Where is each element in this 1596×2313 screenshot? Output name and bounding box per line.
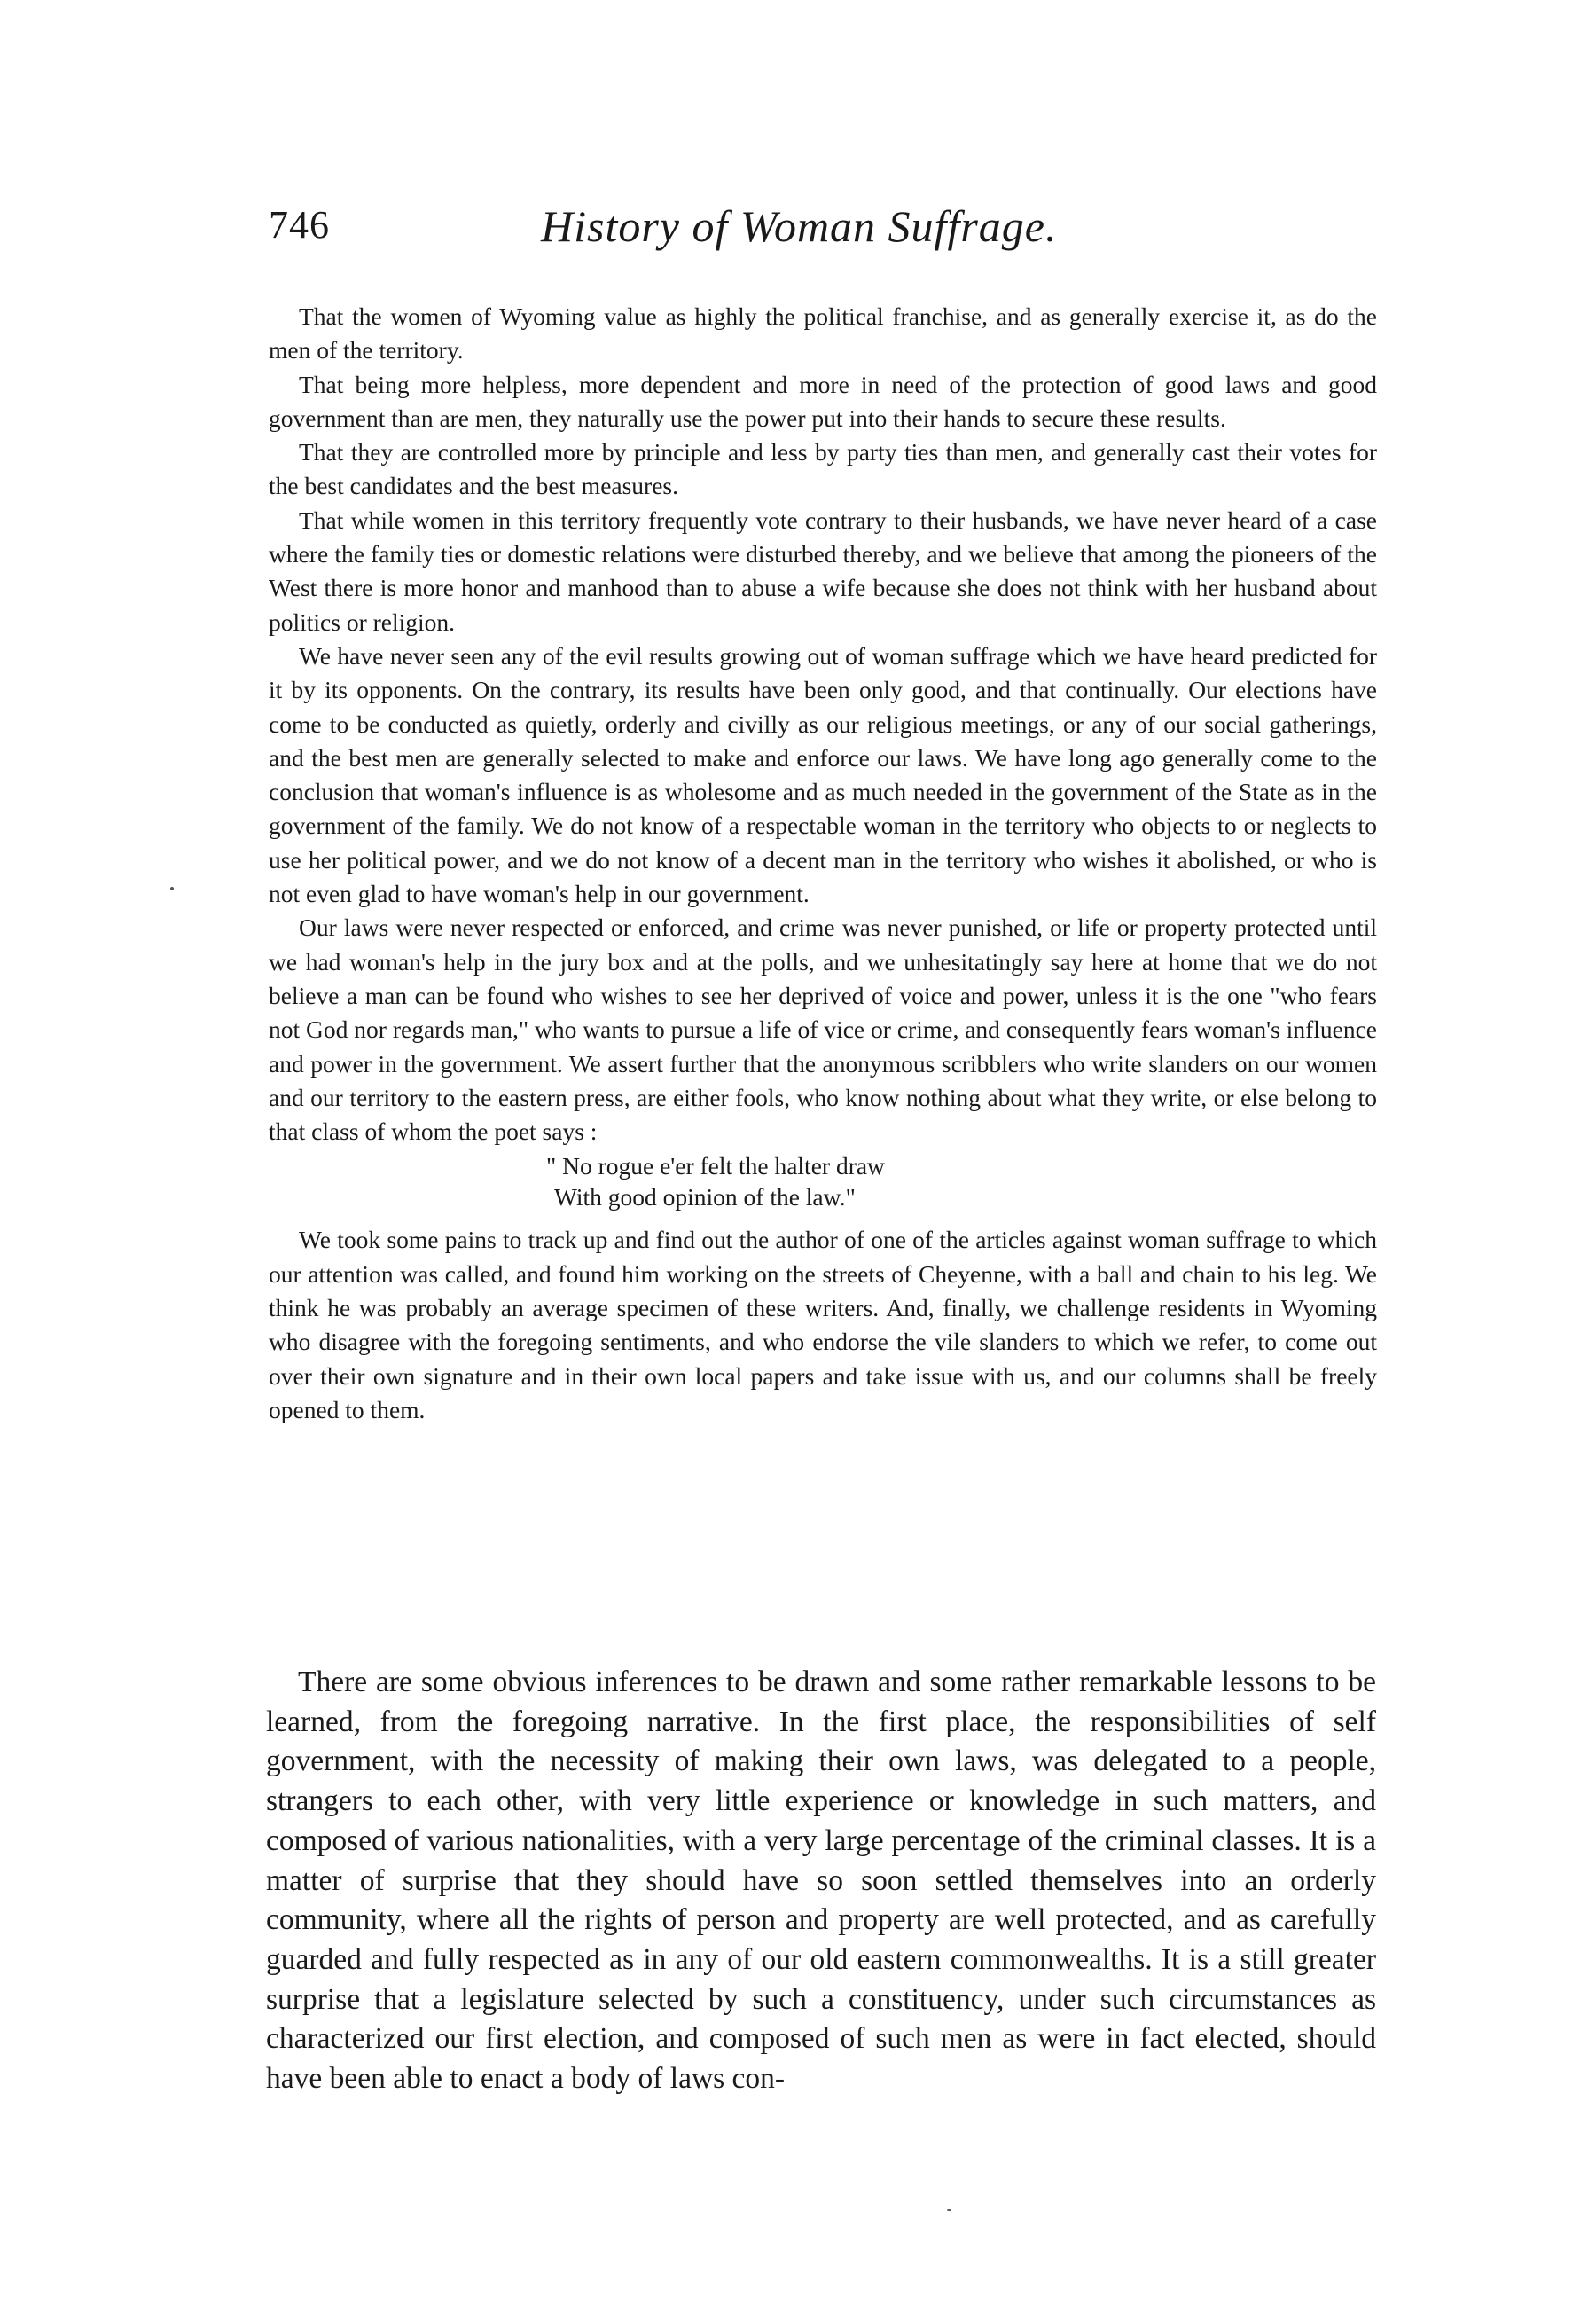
print-speck bbox=[170, 887, 174, 890]
body-paragraph: There are some obvious inferences to be drawn and some rather remarkable lessons to be learned, from the foregoing narrative. In the first place, the responsibilities of self government, with the necessity of making their own laws, was delegated to a people, strangers to each other, with very little experience or knowledge in such matters, and composed of various nationalities, with a very large percentage of the criminal classes. It is a matter of surprise that they should have so soon settled themselves into an orderly community, where all the rights of person and property are well protected, and as carefully guarded and fully respected as in any of our old eastern commonwealths. It is a still greater surprise that a legislature selected by such a constituency, under such circumstances as characterized our first election, and composed of such men as were in fact elected, should have been able to enact a body of laws con- bbox=[266, 1666, 1376, 2096]
verse-line: " No rogue e'er felt the halter draw bbox=[546, 1152, 885, 1180]
resolution-paragraph: We have never seen any of the evil results growing out of woman suffrage which we have heard predicted for it by its opponents. On the contrary, its results have been only good, and that continually. Our elections have come to be conducted as quietly, orderly and civilly as our religious meetings, or any of our social gatherings, and the best men are generally selected to make and enforce our laws. We have long ago generally come to the conclusion that woman's influence is as wholesome and as much needed in the government of the State as in the government of the family. We do not know of a respectable woman in the territory who objects to or neglects to use her political power, and we do not know of a decent man in the territory who wishes it abolished, or who is not even glad to have woman's help in our government. bbox=[269, 641, 1377, 908]
resolution-paragraph: That they are controlled more by principle and less by party ties than men, and generally cast their votes for the best candidates and the best measures. bbox=[269, 438, 1377, 500]
resolution-paragraph: Our laws were never respected or enforced, and crime was never punished, or life or property protected until we had woman's help in the jury box and at the polls, and we unhesitatingly say here at home that we do not believe a man can be found who wishes to see her deprived of voice and power, unless it is the one "who fears not God nor regards man," who wants to pursue a life of vice or crime, and consequently fears woman's influence and power in the government. We assert further that the anonymous scribblers who write slanders on our women and our territory to the eastern press, are either fools, who know nothing about what they write, or else belong to that class of whom the poet says : bbox=[269, 913, 1377, 1146]
resolution-paragraph: That the women of Wyoming value as highly the political franchise, and as generally exercise it, as do the men of the territory. bbox=[269, 302, 1377, 365]
poem-quotation bbox=[546, 1150, 1377, 1212]
resolution-paragraph: That while women in this territory frequently vote contrary to their husbands, we have never heard of a case where the family ties or domestic relations were disturbed thereby, and we believe that among the pioneers of the West there is more honor and manhood than to abuse a wife because she does not think with her husband about politics or religion. bbox=[269, 506, 1377, 636]
print-speck bbox=[947, 2209, 951, 2211]
resolution-closing-paragraph: We took some pains to track up and find out the author of one of the articles against woman suffrage to which our attention was called, and found him working on the streets of Cheyenne, with a ball and chain to his leg. We think he was probably an average specimen of these writers. And, finally, we challenge residents in Wyoming who disagree with the foregoing sentiments, and who endorse the vile slanders to which we refer, to come out over their own signature and in their own local papers and take issue with us, and our columns shall be freely opened to them. bbox=[269, 1226, 1377, 1423]
resolution-paragraph: That being more helpless, more dependent and more in need of the protection of good laws and good government than are men, they naturally use the power put into their hands to secure these results. bbox=[269, 370, 1377, 432]
page-header bbox=[269, 202, 1386, 264]
main-text bbox=[266, 1663, 1376, 2099]
running-title: History of Woman Suffrage. bbox=[541, 201, 1058, 251]
page-number: 746 bbox=[269, 203, 330, 247]
verse-line: With good opinion of the law." bbox=[554, 1183, 856, 1211]
quoted-resolution bbox=[269, 300, 1377, 1427]
